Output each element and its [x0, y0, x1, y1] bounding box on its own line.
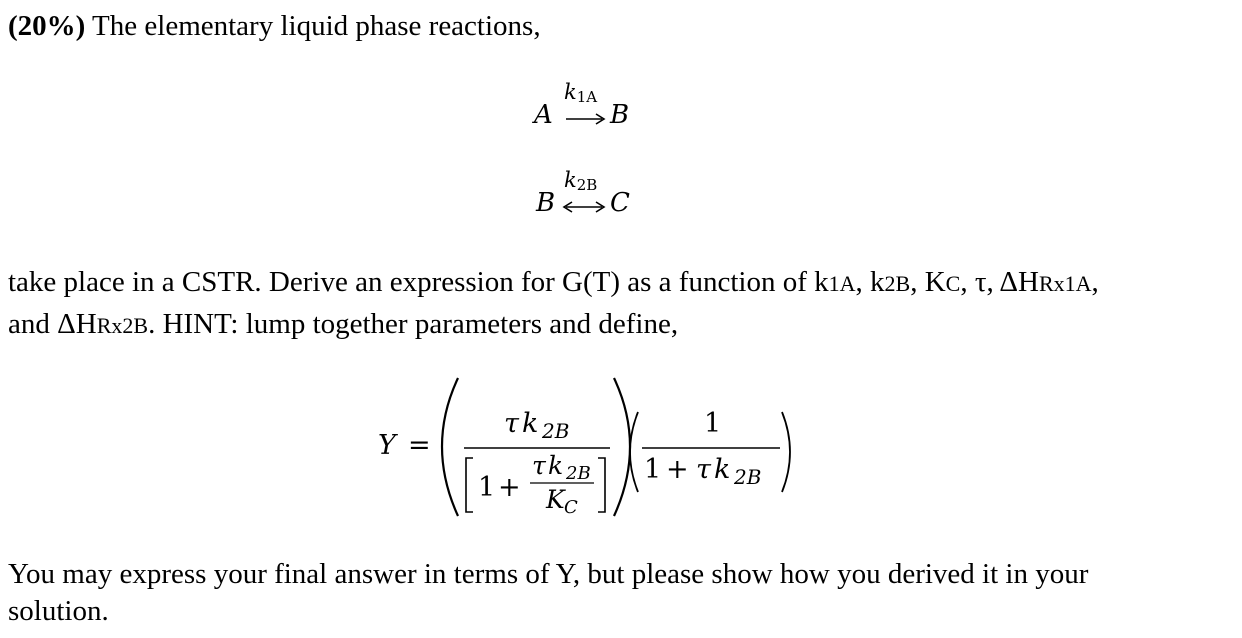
small-right-paren: [782, 412, 790, 492]
svg-text:2B: 2B: [734, 465, 762, 489]
svg-text:τ: τ: [532, 451, 546, 480]
reaction-2-product: C: [610, 188, 630, 218]
svg-text:+: +: [498, 472, 521, 503]
reaction-2-reactant: B: [536, 188, 556, 218]
left-bracket: [466, 458, 473, 512]
big-left-paren: [442, 378, 458, 516]
reaction-1-product: B: [610, 100, 630, 130]
svg-text:C: C: [564, 497, 578, 518]
svg-text:1: 1: [478, 472, 496, 503]
svg-text:k: k: [548, 451, 564, 480]
eq-equals: =: [408, 430, 431, 461]
svg-text:+: +: [666, 454, 689, 485]
intro-text: The elementary liquid phase reactions,: [85, 10, 541, 42]
intro-paragraph: [8, 6, 1228, 46]
eq-lhs: Y: [378, 430, 396, 461]
svg-text:K: K: [546, 485, 565, 514]
percent-weight: (20%): [8, 10, 86, 42]
reaction-1-reactant: A: [534, 100, 553, 130]
right-bracket: [598, 458, 605, 512]
y-definition-equation: [370, 370, 830, 530]
reaction-1-rate-constant: $k_{1A}$: [564, 80, 598, 106]
svg-text:τ: τ: [504, 408, 519, 439]
svg-text:k: k: [714, 454, 731, 485]
big-right-paren: [614, 378, 630, 516]
svg-text:τ: τ: [696, 454, 711, 485]
inner-fraction: [530, 451, 594, 518]
svg-text:2B: 2B: [566, 463, 591, 484]
reaction-2-rate-constant: $k_{2B}$: [564, 168, 598, 194]
forward-arrow-icon: [564, 112, 608, 126]
problem-statement: take place in a CSTR. Derive an expression for G(T) as a function of k1A, k2B, KC, τ, ΔHRx1A, and ΔHRx2B. HINT: lump together parameters and define,: [8, 266, 1099, 340]
svg-text:k: k: [522, 408, 539, 439]
svg-text:1: 1: [644, 454, 662, 485]
closing-paragraph: You may express your final answer in terms of Y, but please show how you derived it in your solution.: [8, 558, 1089, 627]
fraction-2-numerator: 1: [704, 408, 722, 439]
svg-text:2B: 2B: [542, 419, 570, 443]
small-left-paren: [630, 412, 638, 492]
fraction-2-denominator: [644, 454, 761, 489]
reversible-arrow-icon: [562, 200, 608, 214]
fraction-1-numerator: [504, 408, 569, 443]
